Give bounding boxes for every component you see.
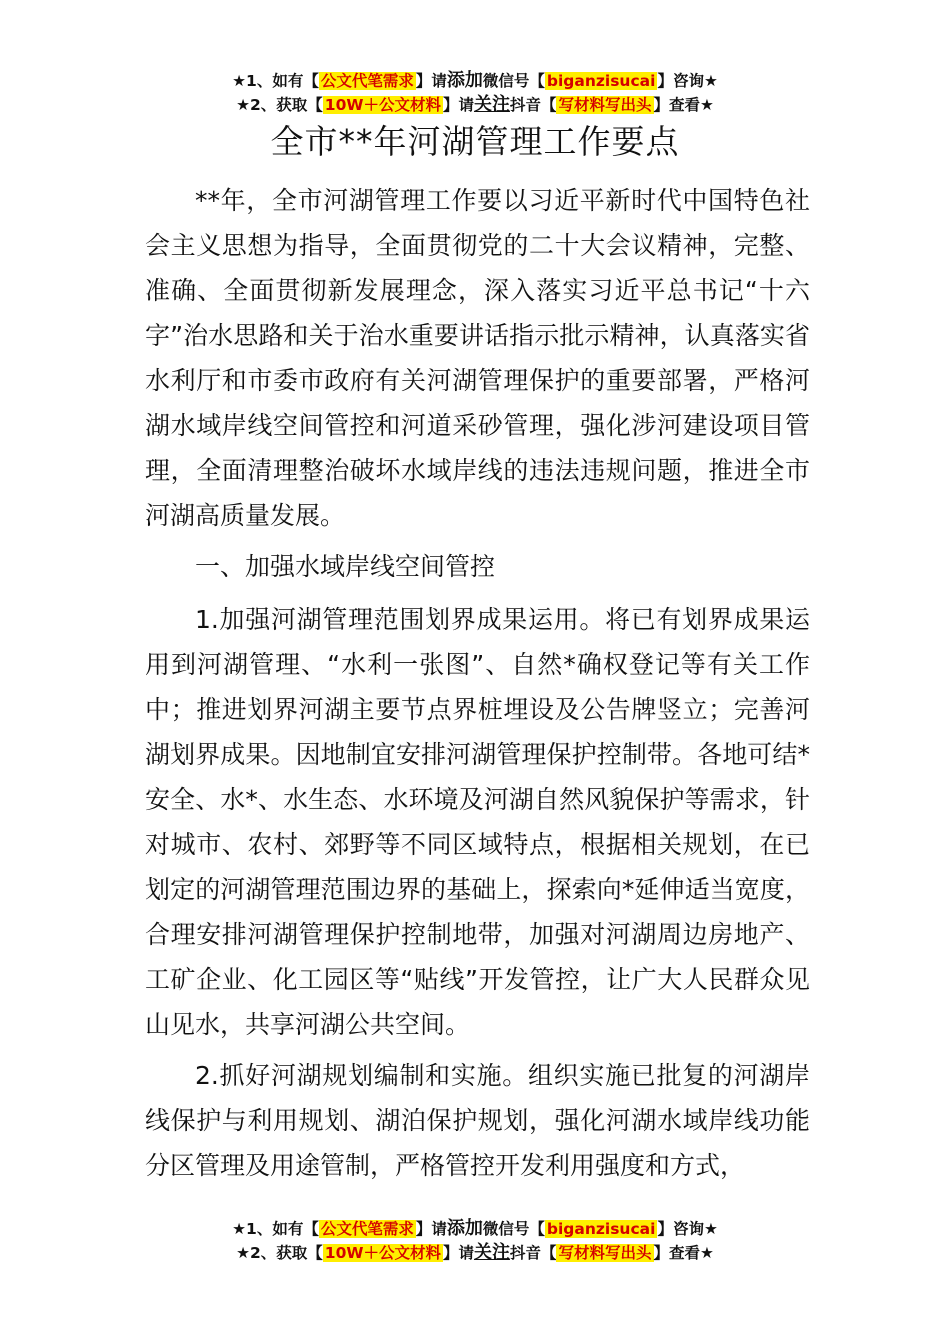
- promo-text: 】咨询★: [657, 72, 718, 90]
- highlight-badge: 公文代笔需求: [320, 1220, 414, 1238]
- promo-text: 抖音【: [509, 1244, 557, 1262]
- promo-text: 】请: [415, 1220, 447, 1238]
- highlight-badge: biganzisucai: [546, 72, 656, 90]
- promo-text: 抖音【: [509, 96, 557, 114]
- paragraph-intro: **年，全市河湖管理工作要以习近平新时代中国特色社会主义思想为指导，全面贯彻党的二十大会议精神，完整、准确、全面贯彻新发展理念，深入落实习近平总书记“十六字”治水思路和关于治水重要讲话指示批示精神，认真落实省水利厅和市委市政府有关河湖管理保护的重要部署，严格河湖水域岸线空间管控和河道采砂管理，强化涉河建设项目管理，全面清理整治破坏水域岸线的违法违规问题，推进全市河湖高质量发展。: [145, 186, 810, 530]
- highlight-badge: 10W＋公文材料: [324, 96, 441, 114]
- paragraph-item-2: 2.抓好河湖规划编制和实施。组织实施已批复的河湖岸线保护与利用规划、湖泊保护规划，强化河湖水域岸线功能分区管理及用途管制，严格管控开发利用强度和方式，: [145, 1061, 810, 1180]
- promo-text: ★2、获取【: [236, 1244, 323, 1262]
- promo-banner-top: [0, 69, 950, 117]
- promo-text: 】查看★: [653, 96, 714, 114]
- promo-text: 】查看★: [653, 1244, 714, 1262]
- promo-text: 微信号【: [482, 1220, 545, 1238]
- promo-text: ★1、如有【: [232, 1220, 319, 1238]
- paragraph-item-1: 1.加强河湖管理范围划界成果运用。将已有划界成果运用到河湖管理、“水利一张图”、自然*确权登记等有关工作中；推进划界河湖主要节点界桩埋设及公告牌竖立；完善河湖划界成果。因地制宜安排河湖管理保护控制带。各地可结*安全、水*、水生态、水环境及河湖自然风貌保护等需求，针对城市、农村、郊野等不同区域特点，根据相关规划，在已划定的河湖管理范围边界的基础上，探索向*延伸适当宽度，合理安排河湖管理保护控制地带，加强对河湖周边房地产、工矿企业、化工园区等“贴线”开发管控，让广大人民群众见山见水，共享河湖公共空间。: [145, 605, 810, 1039]
- promo-text: ★2、获取【: [236, 96, 323, 114]
- promo-banner-bottom: [0, 1217, 950, 1265]
- promo-text: 】咨询★: [657, 1220, 718, 1238]
- promo-line-2: [0, 93, 950, 117]
- document-title: 全市**年河湖管理工作要点: [270, 122, 680, 161]
- section-heading: 一、加强水域岸线空间管控: [195, 552, 496, 581]
- document-body: [145, 178, 810, 1194]
- highlight-badge: biganzisucai: [546, 1220, 656, 1238]
- promo-line-1: [0, 1217, 950, 1241]
- promo-text: 】请: [442, 96, 474, 114]
- promo-text: 】请: [415, 72, 447, 90]
- promo-emphasis: 添加: [446, 1218, 483, 1239]
- promo-emphasis: 关注: [473, 94, 510, 115]
- promo-emphasis: 添加: [446, 70, 483, 91]
- promo-line-2: [0, 1241, 950, 1265]
- highlight-badge: 写材料写出头: [558, 96, 652, 114]
- highlight-badge: 写材料写出头: [558, 1244, 652, 1262]
- promo-emphasis: 关注: [473, 1242, 510, 1263]
- highlight-badge: 公文代笔需求: [320, 72, 414, 90]
- promo-line-1: [0, 69, 950, 93]
- promo-text: ★1、如有【: [232, 72, 319, 90]
- promo-text: 微信号【: [482, 72, 545, 90]
- promo-text: 】请: [442, 1244, 474, 1262]
- highlight-badge: 10W＋公文材料: [324, 1244, 441, 1262]
